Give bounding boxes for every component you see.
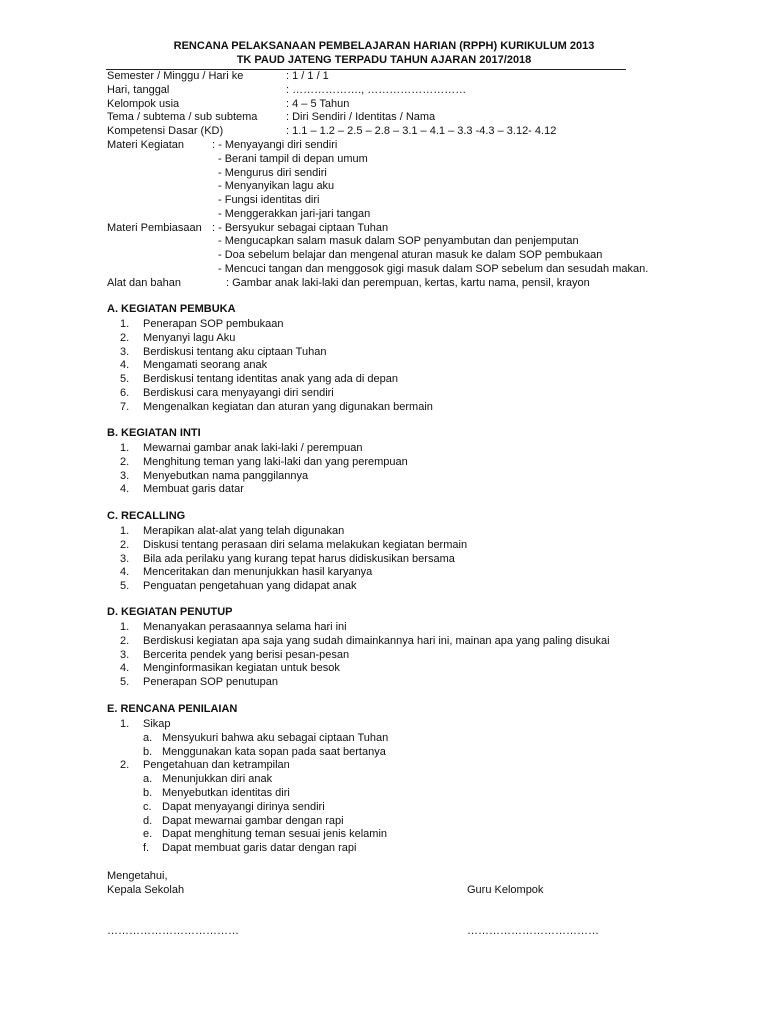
info-value: : ………………., ……………………… xyxy=(286,84,467,96)
list-letter: b. xyxy=(143,787,153,799)
materi-kegiatan-item: : - Menyayangi diri sendiri xyxy=(212,139,338,151)
section-heading: D. KEGIATAN PENUTUP xyxy=(107,606,233,618)
list-number: 3. xyxy=(120,345,130,358)
alat-bahan-value: : Gambar anak laki-laki dan perempuan, kertas, kartu nama, pensil, krayon xyxy=(226,277,590,289)
info-label: Kompetensi Dasar (KD) xyxy=(107,125,224,137)
info-label: Tema / subtema / sub subtema xyxy=(107,111,258,123)
list-item: Merapikan alat-alat yang telah digunakan xyxy=(143,525,345,537)
materi-pembiasaan-label: Materi Pembiasaan xyxy=(107,222,202,234)
list-item: Berdiskusi tentang aku ciptaan Tuhan xyxy=(143,345,327,358)
list-letter: c. xyxy=(143,800,152,813)
list-item: Menceritakan dan menunjukkan hasil karyanya xyxy=(143,566,373,579)
info-label: Kelompok usia xyxy=(107,98,180,110)
alat-bahan-label: Alat dan bahan xyxy=(107,277,182,289)
list-number: 2. xyxy=(120,759,130,772)
list-letter: b. xyxy=(143,745,153,758)
penilaian-item: Mensyukuri bahwa aku sebagai ciptaan Tuhan xyxy=(162,731,389,744)
kepala-sekolah-label: Kepala Sekolah xyxy=(107,884,185,896)
list-letter: f. xyxy=(143,842,150,855)
list-item: Penguatan pengetahuan yang didapat anak xyxy=(143,580,357,593)
list-number: 2. xyxy=(120,455,130,468)
list-item: Penerapan SOP penutupan xyxy=(143,676,278,689)
penilaian-item: Dapat membuat garis datar dengan rapi xyxy=(162,842,357,855)
penilaian-item: Menggunakan kata sopan pada saat bertanya xyxy=(162,745,386,758)
materi-kegiatan-item: - Menyanyikan lagu aku xyxy=(218,180,335,192)
list-number: 4. xyxy=(120,359,130,372)
section-heading: E. RENCANA PENILAIAN xyxy=(107,703,238,715)
list-number: 2. xyxy=(120,331,130,344)
list-item: Bercerita pendek yang berisi pesan-pesan xyxy=(143,648,350,661)
signature-line-left: ……………………………… xyxy=(107,925,239,937)
list-item: Menyanyi lagu Aku xyxy=(143,331,236,344)
list-item: Mengamati seorang anak xyxy=(143,359,268,372)
list-number: 1. xyxy=(120,621,130,633)
list-number: 4. xyxy=(120,662,130,675)
penilaian-item: Menyebutkan identitas diri xyxy=(162,787,290,799)
list-number: 4. xyxy=(120,483,130,496)
list-number: 1. xyxy=(120,318,130,330)
signature-line-right: ……………………………… xyxy=(467,925,599,937)
list-item: Menyebutkan nama panggilannya xyxy=(143,469,309,482)
materi-pembiasaan-item: - Doa sebelum belajar dan mengenal aturan masuk ke dalam SOP pembukaan xyxy=(218,249,603,261)
section-heading: C. RECALLING xyxy=(107,510,186,522)
list-number: 3. xyxy=(120,648,130,661)
info-value: : Diri Sendiri / Identitas / Nama xyxy=(286,111,436,123)
document-subtitle: TK PAUD JATENG TERPADU TAHUN AJARAN 2017/2018 xyxy=(236,54,532,66)
penilaian-item: Dapat mewarnai gambar dengan rapi xyxy=(162,814,344,827)
document-title: RENCANA PELAKSANAAN PEMBELAJARAN HARIAN (RPPH) KURIKULUM 2013 xyxy=(173,40,595,52)
list-item: Mewarnai gambar anak laki-laki / perempuan xyxy=(143,442,363,454)
list-item: Mengenalkan kegiatan dan aturan yang digunakan bermain xyxy=(143,400,433,413)
list-item: Diskusi tentang perasaan diri selama melakukan kegiatan bermain xyxy=(143,538,468,551)
list-letter: a. xyxy=(143,773,153,786)
list-item: Menanyakan perasaannya selama hari ini xyxy=(143,621,347,633)
info-label: Hari, tanggal xyxy=(107,84,170,96)
list-number: 1. xyxy=(120,718,130,730)
materi-pembiasaan-item: - Mengucapkan salam masuk dalam SOP penyambutan dan penjemputan xyxy=(218,235,579,247)
materi-kegiatan-item: - Mengurus diri sendiri xyxy=(218,167,327,179)
list-item: Berdiskusi tentang identitas anak yang ada di depan xyxy=(143,373,399,386)
list-number: 5. xyxy=(120,373,130,386)
penilaian-item: Dapat menghitung teman sesuai jenis kelamin xyxy=(162,828,388,841)
list-number: 3. xyxy=(120,552,130,565)
list-number: 1. xyxy=(120,525,130,537)
list-item: Menghitung teman yang laki-laki dan yang perempuan xyxy=(143,455,408,468)
info-value: : 4 – 5 Tahun xyxy=(286,98,350,110)
info-value: : 1.1 – 1.2 – 2.5 – 2.8 – 3.1 – 4.1 – 3.3 -4.3 – 3.12- 4.12 xyxy=(286,125,557,137)
penilaian-group-label: Pengetahuan dan ketrampilan xyxy=(143,759,290,772)
list-item: Penerapan SOP pembukaan xyxy=(143,318,284,330)
list-number: 2. xyxy=(120,538,130,551)
materi-pembiasaan-item: - Mencuci tangan dan menggosok gigi masuk dalam SOP sebelum dan sesudah makan. xyxy=(218,263,649,275)
list-number: 2. xyxy=(120,634,130,647)
list-item: Bila ada perilaku yang kurang tepat harus didiskusikan bersama xyxy=(143,552,455,565)
section-heading: A. KEGIATAN PEMBUKA xyxy=(107,303,236,315)
list-item: Berdiskusi cara menyayangi diri sendiri xyxy=(143,387,334,399)
guru-kelompok-label: Guru Kelompok xyxy=(467,884,544,896)
list-item: Berdiskusi kegiatan apa saja yang sudah dimainkannya hari ini, mainan apa yang paling disukai xyxy=(143,634,610,647)
mengetahui-label: Mengetahui, xyxy=(107,870,168,882)
materi-kegiatan-item: - Fungsi identitas diri xyxy=(218,194,320,206)
penilaian-group-label: Sikap xyxy=(143,718,171,730)
list-number: 5. xyxy=(120,676,130,689)
materi-kegiatan-label: Materi Kegiatan xyxy=(107,139,185,151)
list-letter: a. xyxy=(143,731,153,744)
penilaian-item: Dapat menyayangi dirinya sendiri xyxy=(162,800,325,813)
info-value: : 1 / 1 / 1 xyxy=(286,70,329,82)
list-number: 1. xyxy=(120,442,130,454)
list-item: Membuat garis datar xyxy=(143,483,244,496)
section-heading: B. KEGIATAN INTI xyxy=(107,427,201,439)
list-number: 4. xyxy=(120,566,130,579)
list-number: 6. xyxy=(120,387,130,399)
materi-kegiatan-item: - Berani tampil di depan umum xyxy=(218,153,368,165)
list-number: 3. xyxy=(120,469,130,482)
info-label: Semester / Minggu / Hari ke xyxy=(107,70,244,82)
list-item: Menginformasikan kegiatan untuk besok xyxy=(143,662,340,675)
list-letter: d. xyxy=(143,814,153,827)
list-number: 7. xyxy=(120,400,130,413)
list-number: 5. xyxy=(120,580,130,593)
materi-pembiasaan-item: : - Bersyukur sebagai ciptaan Tuhan xyxy=(212,222,389,234)
penilaian-item: Menunjukkan diri anak xyxy=(162,773,273,786)
list-letter: e. xyxy=(143,828,153,841)
materi-kegiatan-item: - Menggerakkan jari-jari tangan xyxy=(218,208,371,220)
